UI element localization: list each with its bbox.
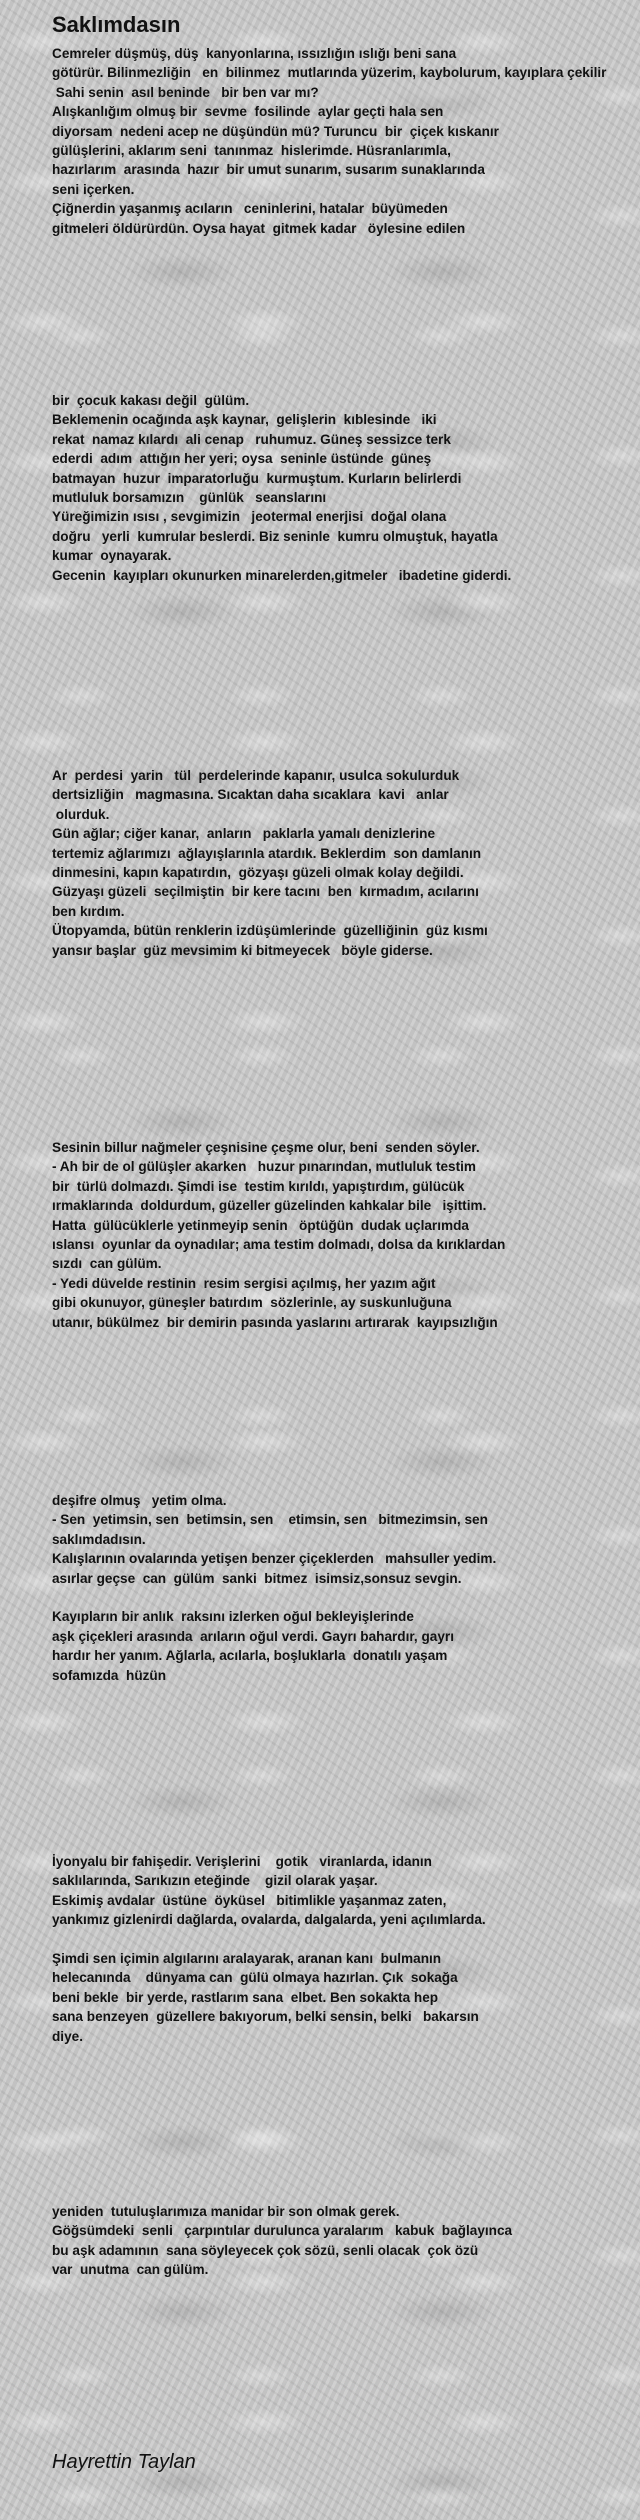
- poem-stanza: deşifre olmuş yetim olma. - Sen yetimsin, sen betimsin, sen etimsin, sen bitmezimsin, sen saklımdadısın. Kalışlarının ovalarında yetişen benzer çiçeklerden mahsuller yedim. asırlar geçse can gülüm sanki bitmez isimsiz,sonsuz sevgin. Kayıpların bir anlık raksını izlerken oğul bekleyişlerinde aşk çiçekleri arasında arıların oğul verdi. Gayrı bahardır, gayrı hardır her yanım. Ağlarla, acılarla, boşluklarla donatılı yaşam sofamızda hüzün: [52, 1493, 497, 1683]
- poem-title: Saklımdasın: [52, 12, 181, 37]
- poem-stanza: Ar perdesi yarin tül perdelerinde kapanır, usulca sokulurduk dertsizliğin magmasına. Sıcaktan daha sıcaklara kavi anlar olurduk. Gün ağlar; ciğer kanar, anların paklarla yamalı denizlerine tertemiz ağlarımızı ağlayışlarınla atardık. Beklerdim son damlanın dinmesini, kapın kapatırdın, gözyaşı güzeli olmak kolay değildi. Güzyaşı güzeli seçilmiştin bir kere tacını ben kırmadım, acılarını ben kırdım. Ütopyamda, bütün renklerin izdüşümlerinde güzelliğinin güz kısmı yansır başlar güz mevsimim ki bitmeyecek böyle giderse.: [52, 768, 488, 958]
- poem-stanza: İyonyalu bir fahişedir. Verişlerini gotik viranlarda, idanın saklılarında, Sarıkızın eteğinde gizil olarak yaşar. Eskimiş avdalar üstüne öyküsel bitimlikle yaşanmaz zaten, yankımız gizlenirdi dağlarda, ovalarda, dalgalarda, yeni açılımlarda. Şimdi sen içimin algılarını aralayarak, aranan kanı bulmanın helecanında dünyama can gülü olmaya hazırlan. Çık sokağa beni bekle bir yerde, rastlarım sana elbet. Ben sokakta hep sana benzeyen güzellere bakıyorum, belki sensin, belki bakarsın diye.: [52, 1854, 486, 2044]
- poem-stanza: yeniden tutuluşlarımıza manidar bir son olmak gerek. Göğsümdeki senli çarpıntılar durulunca yaralarım kabuk bağlayınca bu aşk adamının sana söyleyecek çok sözü, senli olacak çok özü var unutma can gülüm.: [52, 2204, 513, 2278]
- poem-stanza: Sesinin billur nağmeler çeşnisine çeşme olur, beni senden söyler. - Ah bir de ol gülüşler akarken huzur pınarından, mutluluk testim bir türlü dolmazdı. Şimdi ise testim kırıldı, yapıştırdım, gülücük ırmaklarında doldurdum, güzeller güzelinden kahkalar bile işittim. Hatta gülücüklerle yetinmeyip senin öptüğün dudak uçlarımda ıslansı oyunlar da oynadılar; ama testim dolmadı, dolsa da kırıklardan sızdı can gülüm. - Yedi düvelde restinin resim sergisi açılmış, her yazım ağıt gibi okunuyor, güneşler batırdım sözlerinle, ay suskunluğuna utanır, bükülmez bir demirin pasında yaslarını artırarak kayıpsızlığın: [52, 1140, 506, 1330]
- poem-stanza: Cemreler düşmüş, düş kanyonlarına, ıssızlığın ıslığı beni sana götürür. Bilinmezliğin en bilinmez mutlarında yüzerim, kaybolurum, kayıplara çekilir Sahi senin asıl beninde bir ben var mı? Alışkanlığım olmuş bir sevme fosilinde aylar geçti hala sen diyorsam nedeni acep ne düşündün mü? Turuncu bir çiçek kıskanır gülüşlerini, aklarım seni tanınmaz hislerimde. Hüsranlarımla, hazırlarım arasında hazır bir umut sunarım, susarım sunaklarında seni içerken. Çiğnerdin yaşanmış acıların ceninlerini, hatalar büyümeden gitmeleri öldürürdün. Oysa hayat gitmek kadar öylesine edilen: [52, 46, 607, 236]
- poem-stanza: bir çocuk kakası değil gülüm. Beklemenin ocağında aşk kaynar, gelişlerin kıblesinde iki rekat namaz kılardı ali cenap ruhumuz. Güneş sessizce terk ederdi adım attığın her yeri; oysa seninle üstünde güneş batmayan huzur imparatorluğu kurmuştum. Kurların belirlerdi mutluluk borsamızın günlük seanslarını Yüreğimizin ısısı , sevgimizin jeotermal enerjisi doğal olana doğru yerli kumrular beslerdi. Biz seninle kumru olmuştuk, hayatla kumar oynayarak. Gecenin kayıpları okunurken minarelerden,gitmeler ibadetine giderdi.: [52, 393, 512, 583]
- author-signature: Hayrettin Taylan: [52, 2451, 196, 2473]
